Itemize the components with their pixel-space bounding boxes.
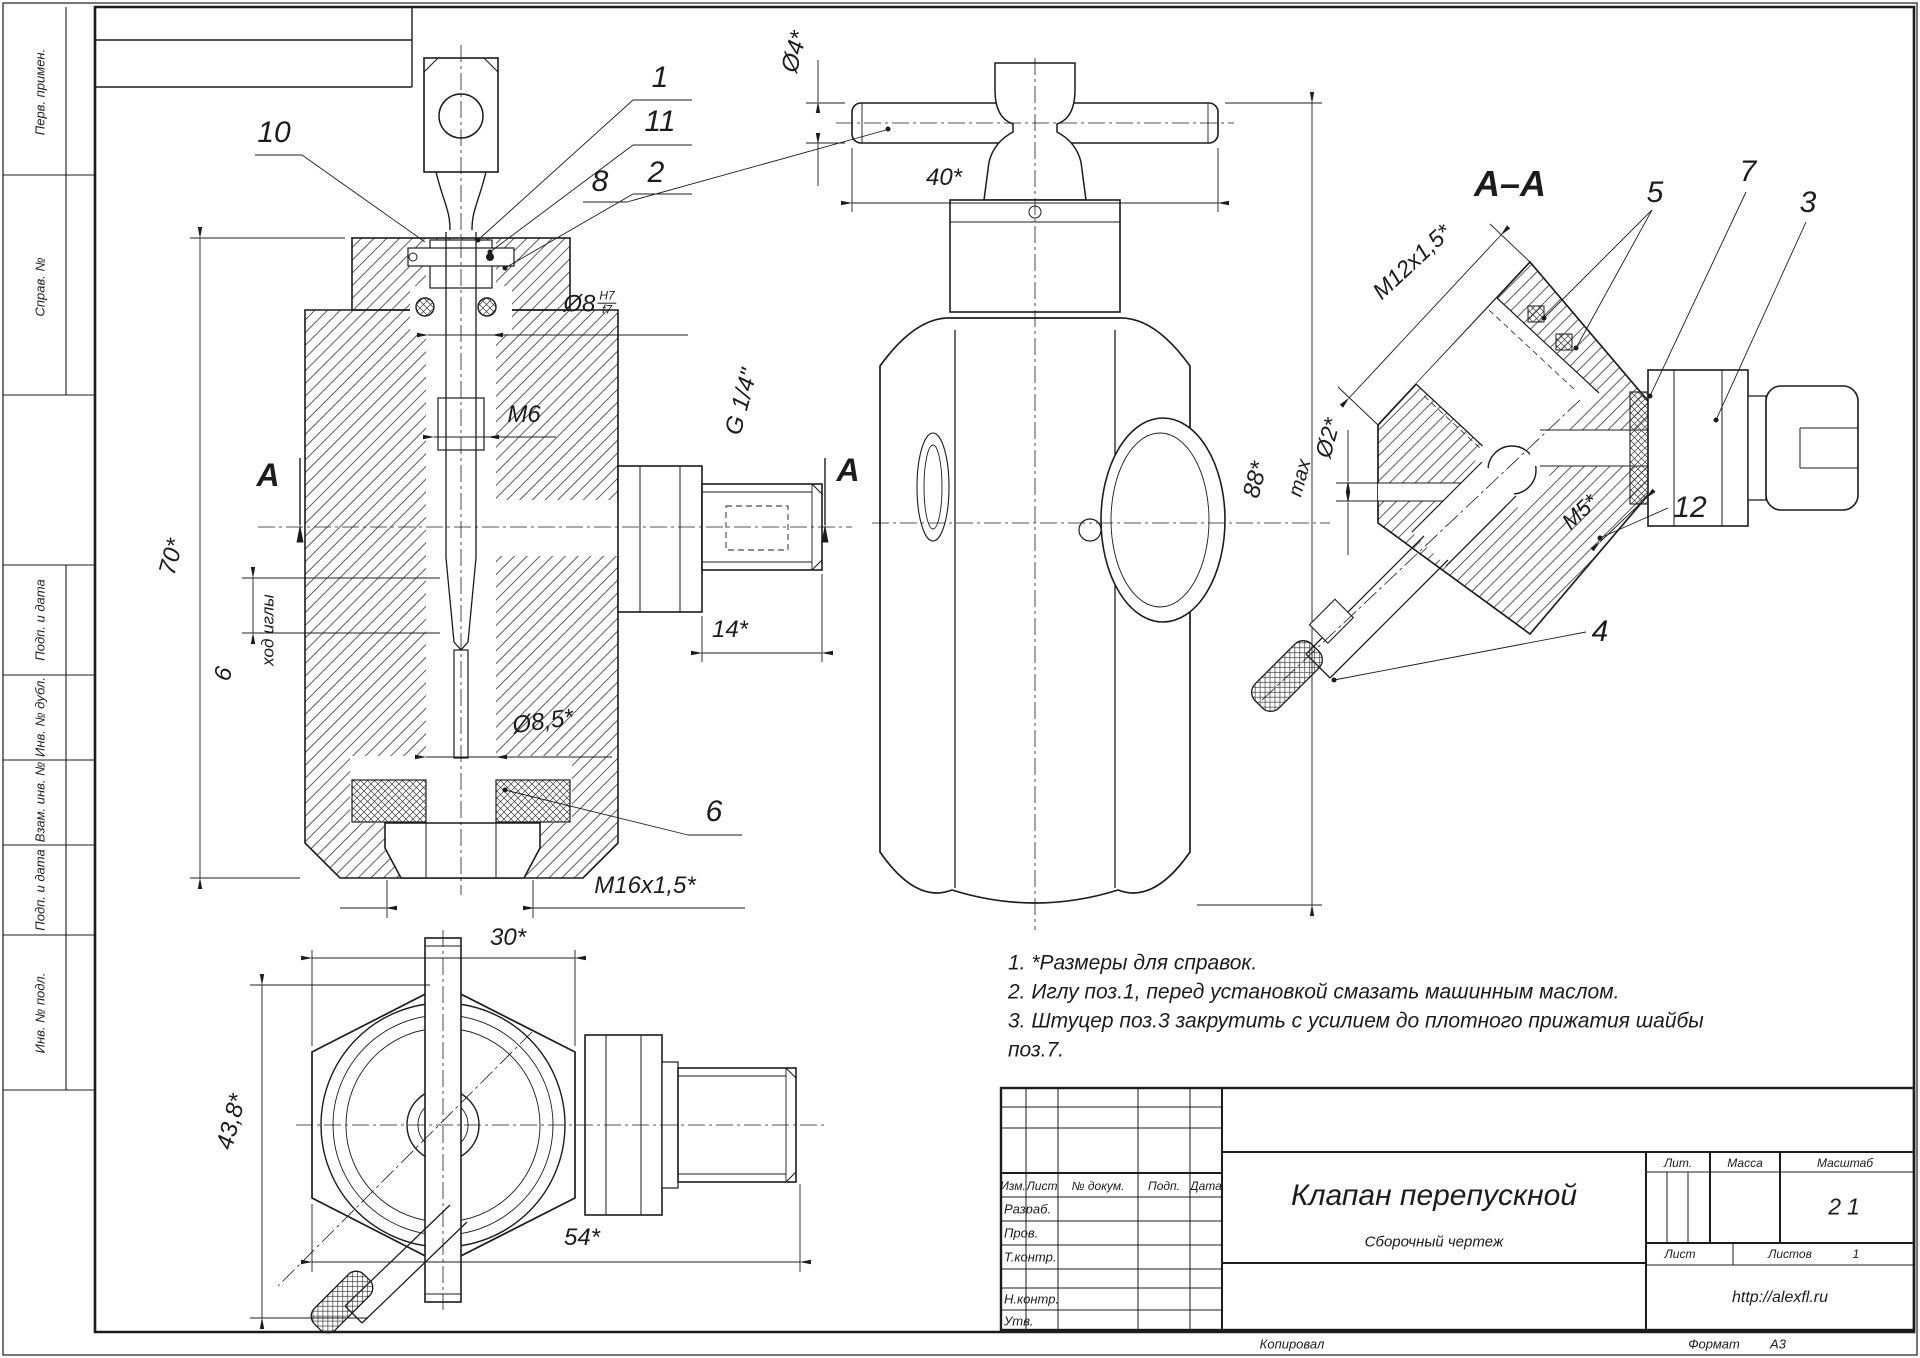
- dim-m5: M5*: [1556, 489, 1603, 535]
- dim-4dia: Ø4*: [776, 28, 813, 76]
- tb-col-date: Дата: [1190, 1179, 1222, 1193]
- tb-col-izm: Изм.: [1000, 1179, 1026, 1193]
- stamp-copied: Копировал: [1259, 1336, 1325, 1352]
- note-line-3: 3. Штуцер поз.3 закрутить с усилием до плотного прижатия шайбы: [1008, 1009, 1704, 1033]
- tb-row-nkontr: Н.контр.: [1004, 1291, 1060, 1307]
- tb-doc-subtitle: Сборочный чертеж: [1364, 1233, 1504, 1251]
- section-letter-left: А: [256, 457, 280, 493]
- margin-label-podp-data-2: Подп. и дата: [32, 849, 48, 931]
- dim-54: 54*: [563, 1224, 601, 1251]
- dim-70: 70*: [153, 535, 190, 578]
- note-line-4: поз.7.: [1008, 1038, 1065, 1062]
- callout-3: 3: [1799, 186, 1817, 219]
- callout-8: 8: [591, 165, 609, 198]
- dim-2dia-max: max: [1284, 456, 1316, 500]
- tb-col-sign: Подп.: [1148, 1179, 1180, 1193]
- tb-sheets-value: 1: [1852, 1247, 1860, 1261]
- callout-6: 6: [705, 795, 723, 828]
- dim-8-5: Ø8,5*: [510, 703, 576, 740]
- tb-scale-label: Масштаб: [1816, 1156, 1874, 1170]
- dim-14: 14*: [711, 616, 749, 643]
- dim-stem-fit-main: Ø8: [563, 290, 596, 318]
- section-letter-right: А: [836, 452, 860, 488]
- margin-label-inv-dubl: Инв. № дубл.: [32, 677, 48, 757]
- tb-doc-title: Клапан перепускной: [1290, 1179, 1578, 1212]
- tb-row-tkontr: Т.контр.: [1004, 1249, 1057, 1265]
- dim-40: 40*: [925, 164, 963, 191]
- tb-row-razrab: Разраб.: [1004, 1201, 1052, 1217]
- callout-2: 2: [647, 156, 665, 189]
- tb-row-utv: Утв.: [1004, 1313, 1034, 1329]
- dim-88: 88*: [1237, 458, 1274, 501]
- dim-m12: M12x1,5*: [1367, 218, 1457, 305]
- tb-org-url: http://alexfl.ru: [1731, 1289, 1829, 1306]
- callout-12: 12: [1673, 491, 1707, 524]
- dim-m6: M6: [507, 401, 541, 428]
- dim-6-travel: 6: [208, 663, 239, 684]
- callout-7: 7: [1739, 155, 1757, 188]
- margin-label-inv-podl: Инв. № подл.: [32, 972, 48, 1054]
- dim-30: 30*: [489, 924, 527, 951]
- bottom-view-linework: [278, 930, 828, 1337]
- tb-scale-value: 21: [1828, 1193, 1866, 1220]
- margin-label-sprav-no: Справ. №: [32, 257, 48, 317]
- section-view-linework: [258, 45, 852, 895]
- dim-stem-fit-frac: $\frac{H7}{f7}$: [599, 288, 615, 317]
- callout-11: 11: [644, 105, 676, 138]
- tb-row-prov: Пров.: [1004, 1225, 1039, 1241]
- stamp-format-value: А3: [1770, 1336, 1786, 1352]
- margin-label-podp-data-1: Подп. и дата: [32, 579, 48, 661]
- tb-mass-label: Масса: [1727, 1156, 1763, 1170]
- dim-43-8: 43,8*: [211, 1091, 252, 1153]
- callout-4: 4: [1591, 615, 1609, 648]
- tb-sheets-label: Листов: [1768, 1247, 1812, 1261]
- stamp-format-label: Формат: [1688, 1336, 1740, 1352]
- dim-stem-fit: [563, 290, 616, 317]
- tb-col-list: Лист: [1026, 1179, 1058, 1193]
- tb-sheet-label: Лист: [1664, 1247, 1696, 1261]
- dim-g14: G 1/4": [719, 365, 764, 438]
- margin-label-vzam-inv: Взам. инв. №: [32, 761, 48, 843]
- dim-2dia: Ø2*: [1309, 415, 1346, 461]
- dim-travel-note: ход иглы: [258, 594, 278, 666]
- callout-5: 5: [1646, 176, 1664, 209]
- tb-col-doc: № докум.: [1071, 1179, 1125, 1193]
- aa-title: А–А: [1473, 163, 1547, 204]
- callout-1: 1: [651, 61, 669, 94]
- callout-10: 10: [257, 116, 291, 149]
- tb-lit-label: Лит.: [1663, 1156, 1693, 1170]
- aa-view-linework: [1247, 262, 1858, 716]
- dim-m16: M16x1,5*: [594, 872, 696, 899]
- margin-label-perv-primen: Перв. примен.: [32, 48, 48, 136]
- note-line-2: 2. Иглу поз.1, перед установкой смазать машинным маслом.: [1008, 980, 1620, 1004]
- note-line-1: 1. *Размеры для справок.: [1008, 951, 1258, 975]
